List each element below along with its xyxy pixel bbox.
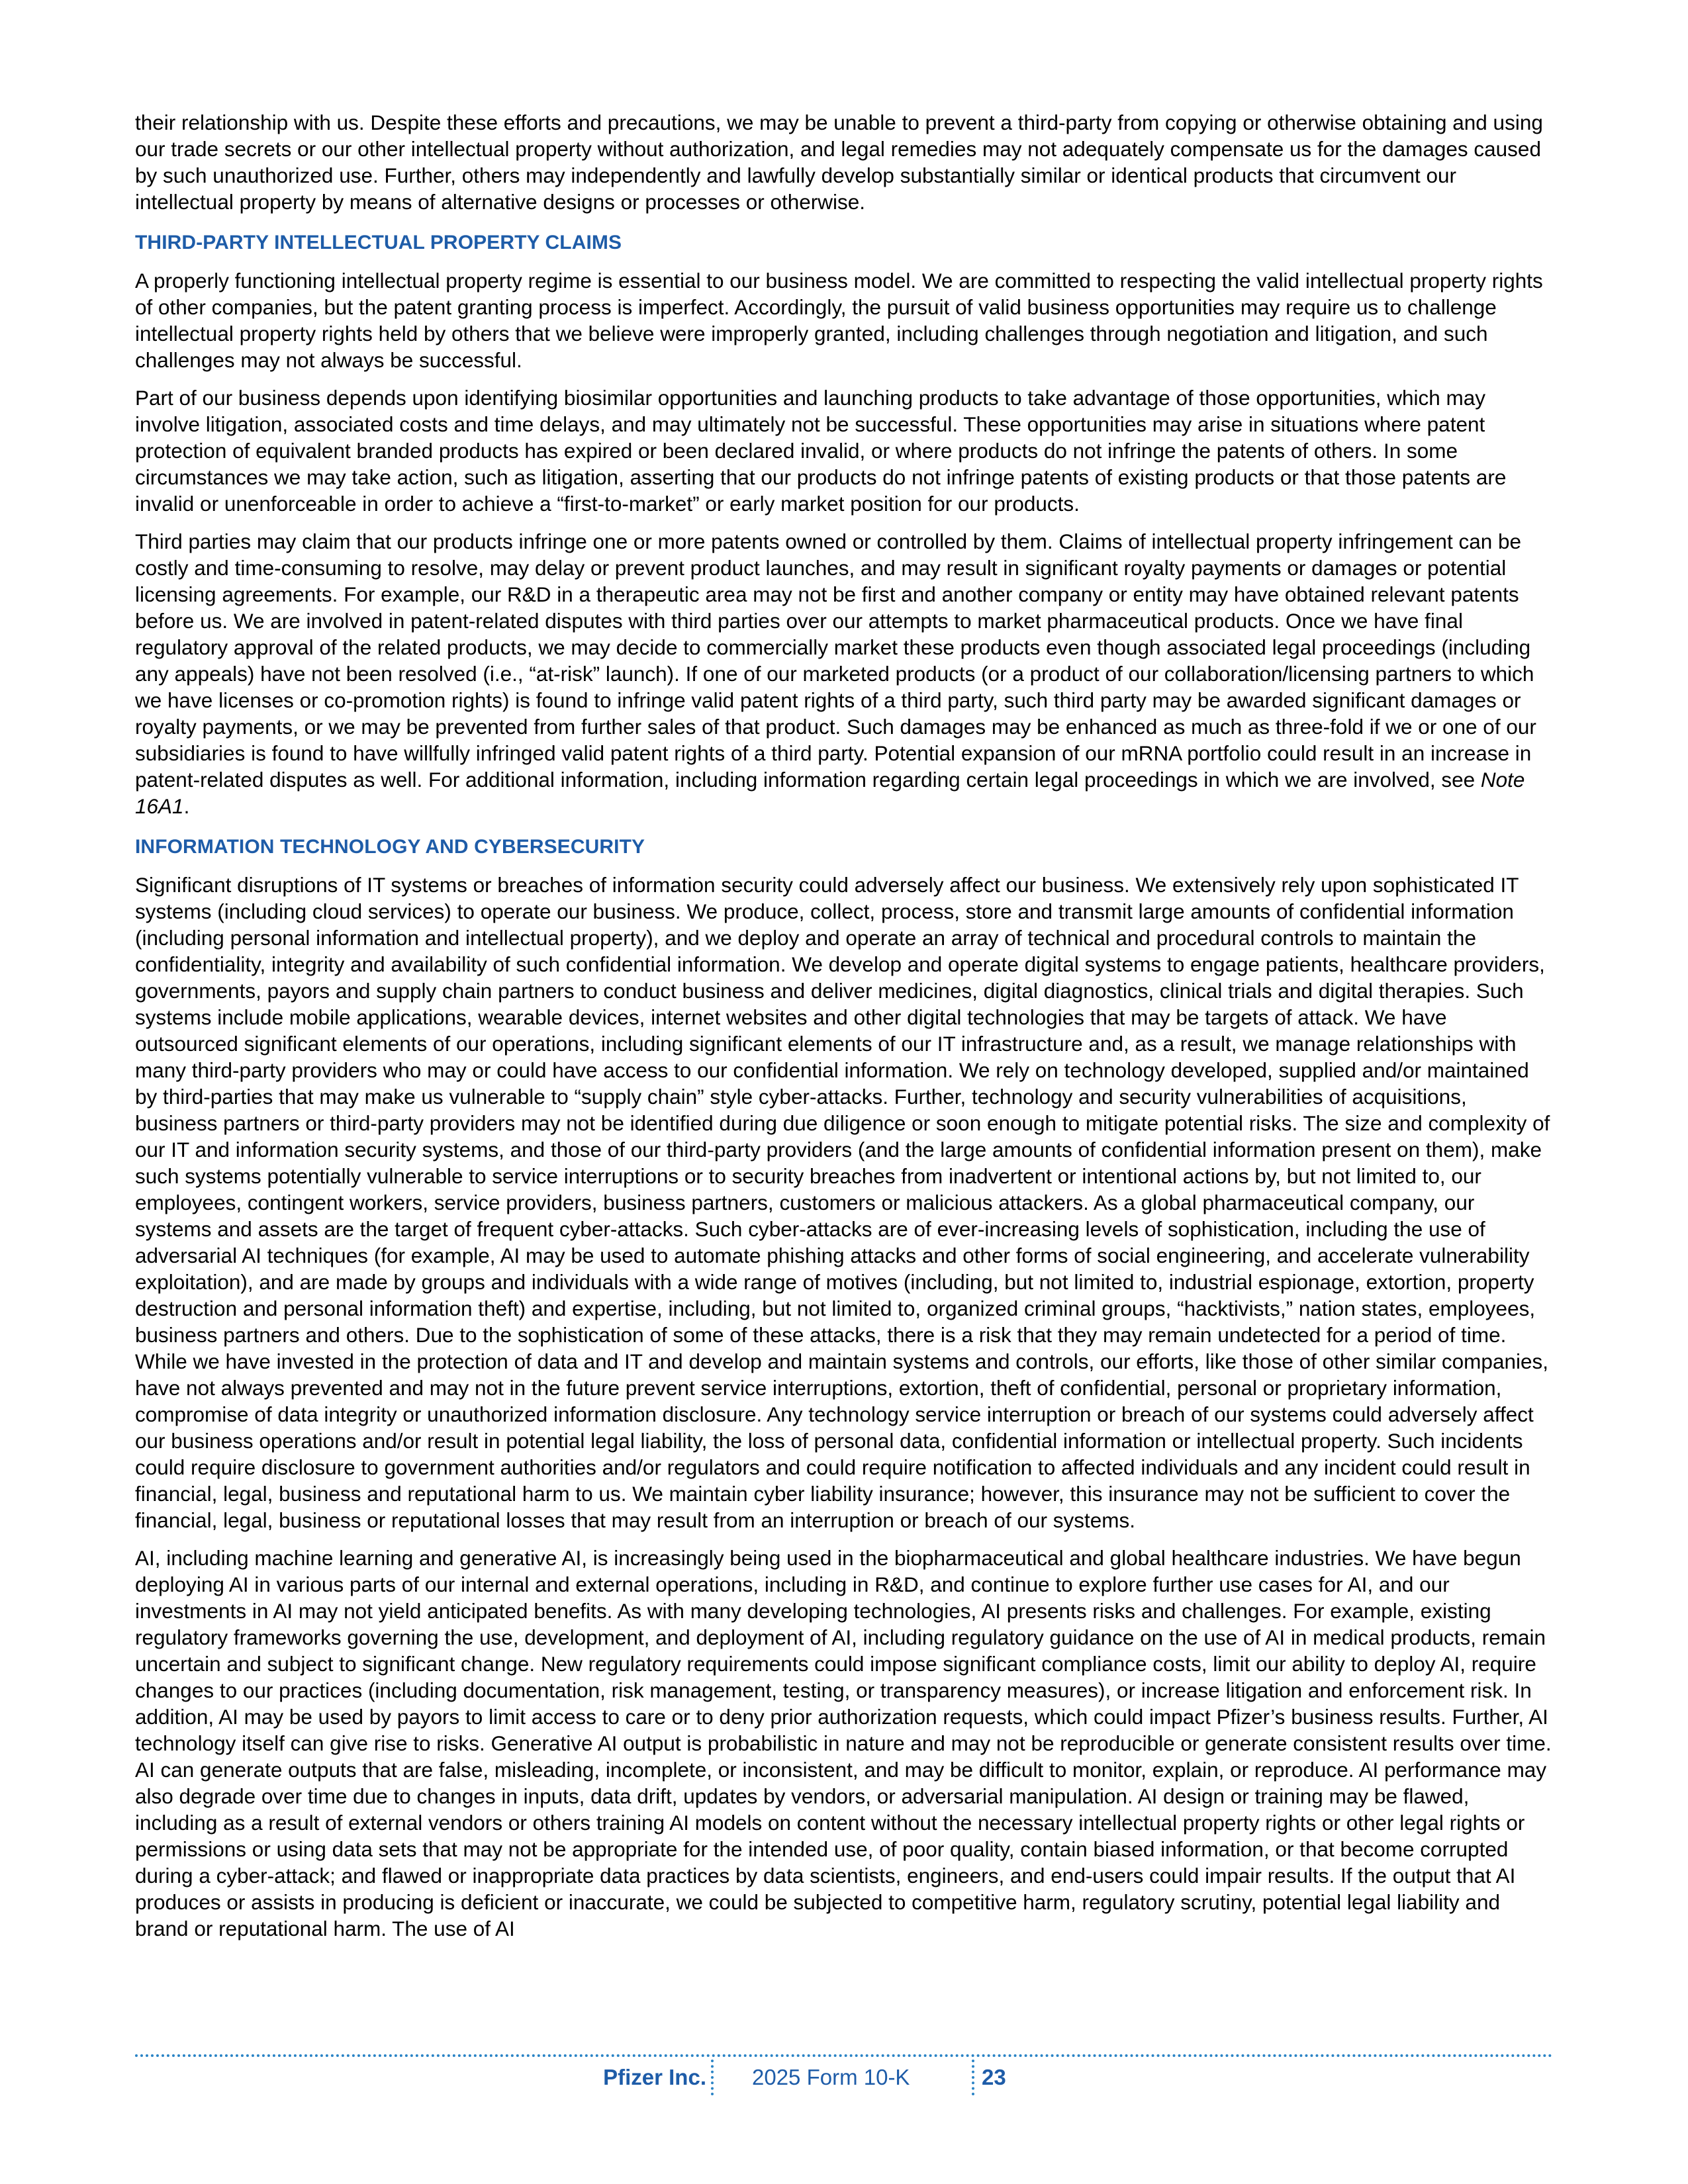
section-heading-third-party-ip-claims: THIRD-PARTY INTELLECTUAL PROPERTY CLAIMS	[135, 232, 622, 253]
footer-separator	[711, 2060, 714, 2095]
paragraph-end-punctuation: .	[183, 794, 190, 818]
page-footer	[0, 2060, 1688, 2095]
paragraph-biosimilar-opportunities: Part of our business depends upon identifying biosimilar opportunities and launching products to take advantage of those opportunities, which may involve litigation, associated costs and time delays, and may ultimately not be successful. These opportunities may arise in situations where patent protection of equivalent branded products has expired or been declared invalid, or where products do not infringe the patents of others. In some circumstances we may take action, such as litigation, asserting that our products do not infringe patents of existing products or that those patents are invalid or unenforceable in order to achieve a “first-to-market” or early market position for our products.	[135, 386, 1507, 516]
footer-separator	[972, 2060, 974, 2095]
section-heading-it-cybersecurity: INFORMATION TECHNOLOGY AND CYBERSECURITY	[135, 836, 645, 858]
footer-form-name: 2025 Form 10-K	[752, 2065, 910, 2089]
paragraph-patent-infringement-claims	[135, 528, 1553, 819]
paragraph-continued: their relationship with us. Despite these efforts and precautions, we may be unable to prevent a third-party from copying or otherwise obtaining and using our trade secrets or our other intellectual property without authorization, and legal remedies may not adequately compensate us for the damages caused by such unauthorized use. Further, others may independently and lawfully develop substantially similar or identical products that circumvent our intellectual property by means of alternative designs or processes or otherwise.	[135, 111, 1543, 214]
footer-company-name: Pfizer Inc.	[603, 2065, 706, 2089]
paragraph-ai-risks: AI, including machine learning and generative AI, is increasingly being used in the biopharmaceutical and global healthcare industries. We have begun deploying AI in various parts of our internal and external operations, including in R&D, and continue to explore further use cases for AI, and our investments in AI may not yield anticipated benefits. As with many developing technologies, AI presents risks and challenges. For example, existing regulatory frameworks governing the use, development, and deployment of AI, including regulatory guidance on the use of AI in medical products, remain uncertain and subject to significant change. New regulatory requirements could impose significant compliance costs, limit our ability to deploy AI, require changes to our practices (including documentation, risk management, testing, or transparency measures), or increase litigation and enforcement risk. In addition, AI may be used by payors to limit access to care or to deny prior authorization requests, which could impact Pfizer’s business results. Further, AI technology itself can give rise to risks. Generative AI output is probabilistic in nature and may not be reproducible or generate consistent results over time. AI can generate outputs that are false, misleading, incomplete, or inconsistent, and may be difficult to monitor, explain, or reproduce. AI performance may also degrade over time due to changes in inputs, data drift, updates by vendors, or adversarial manipulation. AI design or training may be flawed, including as a result of external vendors or others training AI models on content without the necessary intellectual property rights or other legal rights or permissions or using data sets that may not be appropriate for the intended use, of poor quality, contain biased information, or that become corrupted during a cyber-attack; and flawed or inappropriate data practices by data scientists, engineers, and end-users could impair results. If the output that AI produces or assists in producing is deficient or inaccurate, we could be subjected to competitive harm, regulatory scrutiny, potential legal liability and brand or reputational harm. The use of AI	[135, 1546, 1552, 1940]
document-body	[135, 109, 1553, 1953]
footer-divider	[135, 2054, 1553, 2057]
paragraph-it-disruptions: Significant disruptions of IT systems or breaches of information security could adversely affect our business. We extensively rely upon sophisticated IT systems (including cloud services) to operate our business. We produce, collect, process, store and transmit large amounts of confidential information (including personal information and intellectual property), and we deploy and operate an array of technical and procedural controls to maintain the confidentiality, integrity and availability of such confidential information. We develop and operate digital systems to engage patients, healthcare providers, governments, payors and supply chain partners to conduct business and deliver medicines, digital diagnostics, clinical trials and digital therapies. Such systems include mobile applications, wearable devices, internet websites and other digital technologies that may be targets of attack. We have outsourced significant elements of our operations, including significant elements of our IT infrastructure and, as a result, we manage relationships with many third-party providers who may or could have access to our confidential information. We rely on technology developed, supplied and/or maintained by third-parties that may make us vulnerable to “supply chain” style cyber-attacks. Further, technology and security vulnerabilities of acquisitions, business partners or third-party providers may not be identified during due diligence or soon enough to mitigate potential risks. The size and complexity of our IT and information security systems, and those of our third-party providers (and the large amounts of confidential information present on them), make such systems potentially vulnerable to service interruptions or to security breaches from inadvertent or intentional actions by, but not limited to, our employees, contingent workers, service providers, business partners, customers or malicious attackers. As a global pharmaceutical company, our systems and assets are the target of frequent cyber-attacks. Such cyber-attacks are of ever-increasing levels of sophistication, including the use of adversarial AI techniques (for example, AI may be used to automate phishing attacks and other forms of social engineering, and accelerate vulnerability exploitation), and are made by groups and individuals with a wide range of motives (including, but not limited to, industrial espionage, extortion, property destruction and personal information theft) and expertise, including, but not limited to, organized criminal groups, “hacktivists,” nation states, employees, business partners and others. Due to the sophistication of some of these attacks, there is a risk that they may remain undetected for a period of time. While we have invested in the protection of data and IT and develop and maintain systems and controls, our efforts, like those of other similar companies, have not always prevented and may not in the future prevent service interruptions, extortion, theft of confidential, personal or proprietary information, compromise of data integrity or unauthorized information disclosure. Any technology service interruption or breach of our systems could adversely affect our business operations and/or result in potential legal liability, the loss of personal data, confidential information or intellectual property. Such incidents could require disclosure to government authorities and/or regulators and could require notification to affected individuals and any incident could result in financial, legal, business and reputational harm to us. We maintain cyber liability insurance; however, this insurance may not be sufficient to cover the financial, legal, business or reputational losses that may result from an interruption or breach of our systems.	[135, 873, 1550, 1532]
page-number: 23	[982, 2065, 1006, 2089]
paragraph-ip-regime: A properly functioning intellectual property regime is essential to our business model. We are committed to respecting the valid intellectual property rights of other companies, but the patent granting process is imperfect. Accordingly, the pursuit of valid business opportunities may require us to challenge intellectual property rights held by others that we believe were improperly granted, including challenges through negotiation and litigation, and such challenges may not always be successful.	[135, 269, 1543, 372]
note-reference: Note 16A1	[135, 768, 1525, 818]
paragraph-patent-infringement-text: Third parties may claim that our products infringe one or more patents owned or controlled by them. Claims of intellectual property infringement can be costly and time-consuming to resolve, may delay or prevent product launches, and may result in significant royalty payments or damages or potential licensing agreements. For example, our R&D in a therapeutic area may not be first and another company or entity may have obtained relevant patents before us. We are involved in patent-related disputes with third parties over our attempts to market pharmaceutical products. Once we have final regulatory approval of the related products, we may decide to commercially market these products even though associated legal proceedings (including any appeals) have not been resolved (i.e., “at-risk” launch). If one of our marketed products (or a product of our collaboration/licensing partners to which we have licenses or co-promotion rights) is found to infringe valid patent rights of a third party, such third party may be awarded significant damages or royalty payments, or we may be prevented from further sales of that product. Such damages may be enhanced as much as three-fold if we or one of our subsidiaries is found to have willfully infringed valid patent rights of a third party. Potential expansion of our mRNA portfolio could result in an increase in patent-related disputes as well. For additional information, including information regarding certain legal proceedings in which we are involved, see	[135, 529, 1536, 792]
